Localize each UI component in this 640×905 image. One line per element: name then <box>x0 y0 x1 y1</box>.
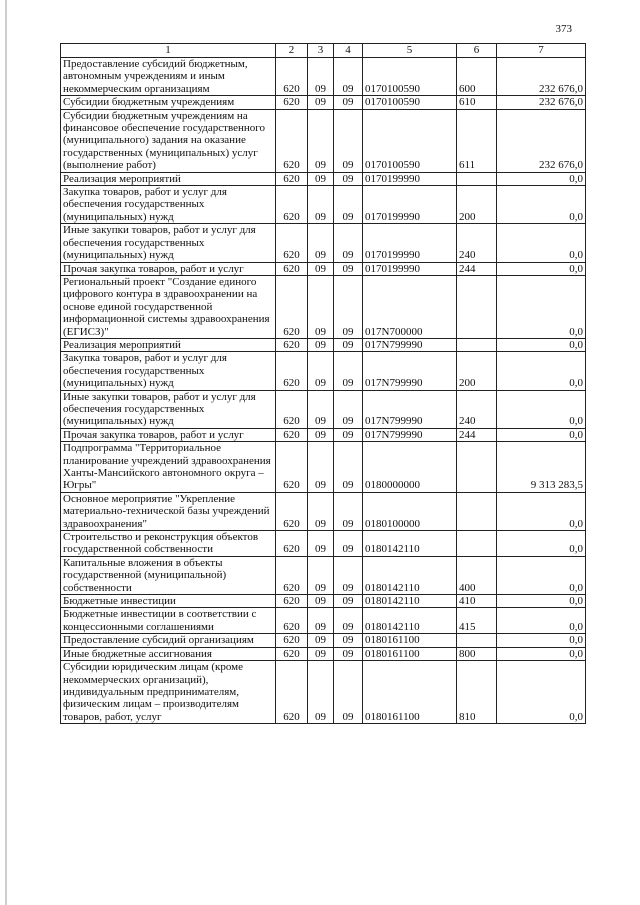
table-row <box>61 647 586 660</box>
row-name-cell: Субсидии бюджетным учреждениям <box>61 96 276 109</box>
table-header-row <box>61 44 586 58</box>
amount-cell: 0,0 <box>497 262 586 275</box>
amount-cell: 0,0 <box>497 556 586 594</box>
ministry-code-cell: 620 <box>276 634 308 647</box>
ministry-code-cell: 620 <box>276 661 308 724</box>
subsection-cell: 09 <box>334 58 363 96</box>
subsection-cell: 09 <box>334 647 363 660</box>
target-article-cell: 017N799990 <box>363 390 457 428</box>
section-cell: 09 <box>308 661 334 724</box>
row-name-cell: Прочая закупка товаров, работ и услуг <box>61 262 276 275</box>
subsection-cell: 09 <box>334 531 363 557</box>
row-name-cell: Закупка товаров, работ и услуг для обеспечения государственных (муниципальных) нужд <box>61 186 276 224</box>
section-cell: 09 <box>308 634 334 647</box>
table-row <box>61 492 586 530</box>
section-cell: 09 <box>308 428 334 441</box>
row-name-cell: Бюджетные инвестиции в соответствии с концессионными соглашениями <box>61 608 276 634</box>
expense-type-cell: 240 <box>457 224 497 262</box>
subsection-cell: 09 <box>334 109 363 172</box>
table-row <box>61 390 586 428</box>
row-name-cell: Прочая закупка товаров, работ и услуг <box>61 428 276 441</box>
row-name-cell: Строительство и реконструкция объектов государственной собственности <box>61 531 276 557</box>
row-name-cell: Закупка товаров, работ и услуг для обеспечения государственных (муниципальных) нужд <box>61 352 276 390</box>
section-cell: 09 <box>308 262 334 275</box>
subsection-cell: 09 <box>334 390 363 428</box>
subsection-cell: 09 <box>334 275 363 338</box>
ministry-code-cell: 620 <box>276 442 308 493</box>
expense-type-cell: 200 <box>457 352 497 390</box>
target-article-cell: 0180161100 <box>363 634 457 647</box>
subsection-cell: 09 <box>334 634 363 647</box>
target-article-cell: 0170199990 <box>363 186 457 224</box>
column-header: 5 <box>363 44 457 58</box>
subsection-cell: 09 <box>334 224 363 262</box>
table-row <box>61 352 586 390</box>
expense-type-cell <box>457 172 497 185</box>
subsection-cell: 09 <box>334 352 363 390</box>
table-row <box>61 109 586 172</box>
table-row <box>61 58 586 96</box>
expense-type-cell <box>457 275 497 338</box>
column-header: 7 <box>497 44 586 58</box>
section-cell: 09 <box>308 442 334 493</box>
expense-type-cell: 800 <box>457 647 497 660</box>
expense-type-cell: 240 <box>457 390 497 428</box>
amount-cell: 0,0 <box>497 595 586 608</box>
target-article-cell: 017N799990 <box>363 428 457 441</box>
section-cell: 09 <box>308 58 334 96</box>
subsection-cell: 09 <box>334 608 363 634</box>
section-cell: 09 <box>308 186 334 224</box>
target-article-cell: 0170199990 <box>363 172 457 185</box>
amount-cell: 0,0 <box>497 390 586 428</box>
section-cell: 09 <box>308 109 334 172</box>
amount-cell: 232 676,0 <box>497 96 586 109</box>
subsection-cell: 09 <box>334 262 363 275</box>
table-row <box>61 595 586 608</box>
target-article-cell: 0170199990 <box>363 262 457 275</box>
section-cell: 09 <box>308 608 334 634</box>
target-article-cell: 0170100590 <box>363 96 457 109</box>
amount-cell: 0,0 <box>497 186 586 224</box>
expense-type-cell <box>457 492 497 530</box>
table-row <box>61 634 586 647</box>
section-cell: 09 <box>308 172 334 185</box>
scan-edge <box>5 0 7 905</box>
expense-type-cell: 611 <box>457 109 497 172</box>
ministry-code-cell: 620 <box>276 492 308 530</box>
expense-type-cell: 600 <box>457 58 497 96</box>
table-row <box>61 338 586 351</box>
table-row <box>61 262 586 275</box>
section-cell: 09 <box>308 647 334 660</box>
subsection-cell: 09 <box>334 442 363 493</box>
target-article-cell: 0180142110 <box>363 595 457 608</box>
ministry-code-cell: 620 <box>276 556 308 594</box>
amount-cell: 0,0 <box>497 224 586 262</box>
expense-type-cell: 410 <box>457 595 497 608</box>
amount-cell: 0,0 <box>497 352 586 390</box>
row-name-cell: Бюджетные инвестиции <box>61 595 276 608</box>
ministry-code-cell: 620 <box>276 338 308 351</box>
subsection-cell: 09 <box>334 186 363 224</box>
table-row <box>61 96 586 109</box>
ministry-code-cell: 620 <box>276 58 308 96</box>
expense-type-cell: 244 <box>457 262 497 275</box>
row-name-cell: Предоставление субсидий организациям <box>61 634 276 647</box>
ministry-code-cell: 620 <box>276 352 308 390</box>
amount-cell: 0,0 <box>497 338 586 351</box>
section-cell: 09 <box>308 338 334 351</box>
amount-cell: 0,0 <box>497 492 586 530</box>
ministry-code-cell: 620 <box>276 262 308 275</box>
target-article-cell: 0180142110 <box>363 608 457 634</box>
ministry-code-cell: 620 <box>276 595 308 608</box>
ministry-code-cell: 620 <box>276 608 308 634</box>
target-article-cell: 0180142110 <box>363 531 457 557</box>
table-row <box>61 275 586 338</box>
ministry-code-cell: 620 <box>276 647 308 660</box>
row-name-cell: Капитальные вложения в объекты государственной (муниципальной) собственности <box>61 556 276 594</box>
row-name-cell: Подпрограмма "Территориальное планирование учреждений здравоохранения Ханты-Мансийского автономного округа – Югры" <box>61 442 276 493</box>
column-header: 2 <box>276 44 308 58</box>
expense-type-cell <box>457 634 497 647</box>
subsection-cell: 09 <box>334 661 363 724</box>
ministry-code-cell: 620 <box>276 531 308 557</box>
subsection-cell: 09 <box>334 492 363 530</box>
section-cell: 09 <box>308 275 334 338</box>
target-article-cell: 017N799990 <box>363 338 457 351</box>
table-row <box>61 661 586 724</box>
expense-type-cell: 810 <box>457 661 497 724</box>
row-name-cell: Субсидии юридическим лицам (кроме некоммерческих организаций), индивидуальным предпринимателям, физическим лицам – производителям товаров, работ, услуг <box>61 661 276 724</box>
amount-cell: 0,0 <box>497 647 586 660</box>
ministry-code-cell: 620 <box>276 109 308 172</box>
table-row <box>61 186 586 224</box>
subsection-cell: 09 <box>334 338 363 351</box>
target-article-cell: 0170100590 <box>363 58 457 96</box>
expense-type-cell: 400 <box>457 556 497 594</box>
ministry-code-cell: 620 <box>276 172 308 185</box>
subsection-cell: 09 <box>334 96 363 109</box>
target-article-cell: 0180000000 <box>363 442 457 493</box>
section-cell: 09 <box>308 595 334 608</box>
target-article-cell: 017N700000 <box>363 275 457 338</box>
target-article-cell: 0180161100 <box>363 647 457 660</box>
subsection-cell: 09 <box>334 428 363 441</box>
target-article-cell: 0180142110 <box>363 556 457 594</box>
section-cell: 09 <box>308 531 334 557</box>
amount-cell: 232 676,0 <box>497 58 586 96</box>
amount-cell: 232 676,0 <box>497 109 586 172</box>
target-article-cell: 017N799990 <box>363 352 457 390</box>
column-header: 4 <box>334 44 363 58</box>
table-row <box>61 442 586 493</box>
section-cell: 09 <box>308 352 334 390</box>
row-name-cell: Региональный проект "Создание единого цифрового контура в здравоохранении на основе единой государственной информационной системы здравоохранения (ЕГИСЗ)" <box>61 275 276 338</box>
column-header: 1 <box>61 44 276 58</box>
ministry-code-cell: 620 <box>276 390 308 428</box>
section-cell: 09 <box>308 556 334 594</box>
row-name-cell: Субсидии бюджетным учреждениям на финансовое обеспечение государственного (муниципального) задания на оказание государственных (муниципальных) услуг (выполнение работ) <box>61 109 276 172</box>
target-article-cell: 0170199990 <box>363 224 457 262</box>
amount-cell: 0,0 <box>497 661 586 724</box>
row-name-cell: Предоставление субсидий бюджетным, автономным учреждениям и иным некоммерческим организациям <box>61 58 276 96</box>
table-row <box>61 556 586 594</box>
expense-type-cell: 244 <box>457 428 497 441</box>
ministry-code-cell: 620 <box>276 96 308 109</box>
expense-type-cell: 415 <box>457 608 497 634</box>
subsection-cell: 09 <box>334 556 363 594</box>
expense-type-cell: 610 <box>457 96 497 109</box>
column-header: 3 <box>308 44 334 58</box>
amount-cell: 0,0 <box>497 531 586 557</box>
section-cell: 09 <box>308 224 334 262</box>
expense-type-cell <box>457 442 497 493</box>
ministry-code-cell: 620 <box>276 275 308 338</box>
amount-cell: 0,0 <box>497 428 586 441</box>
page-number: 373 <box>555 23 572 35</box>
subsection-cell: 09 <box>334 172 363 185</box>
table-row <box>61 172 586 185</box>
amount-cell: 9 313 283,5 <box>497 442 586 493</box>
table-row <box>61 224 586 262</box>
row-name-cell: Основное мероприятие "Укрепление материально-технической базы учреждений здравоохранения" <box>61 492 276 530</box>
expense-type-cell: 200 <box>457 186 497 224</box>
ministry-code-cell: 620 <box>276 186 308 224</box>
amount-cell: 0,0 <box>497 608 586 634</box>
section-cell: 09 <box>308 96 334 109</box>
row-name-cell: Реализация мероприятий <box>61 172 276 185</box>
subsection-cell: 09 <box>334 595 363 608</box>
target-article-cell: 0180161100 <box>363 661 457 724</box>
expense-type-cell <box>457 338 497 351</box>
column-header: 6 <box>457 44 497 58</box>
ministry-code-cell: 620 <box>276 428 308 441</box>
budget-table <box>60 43 586 724</box>
table-body <box>61 58 586 724</box>
row-name-cell: Иные закупки товаров, работ и услуг для обеспечения государственных (муниципальных) нужд <box>61 390 276 428</box>
ministry-code-cell: 620 <box>276 224 308 262</box>
row-name-cell: Иные бюджетные ассигнования <box>61 647 276 660</box>
amount-cell: 0,0 <box>497 172 586 185</box>
table-row <box>61 608 586 634</box>
table-row <box>61 531 586 557</box>
row-name-cell: Реализация мероприятий <box>61 338 276 351</box>
target-article-cell: 0180100000 <box>363 492 457 530</box>
section-cell: 09 <box>308 492 334 530</box>
amount-cell: 0,0 <box>497 275 586 338</box>
section-cell: 09 <box>308 390 334 428</box>
table-row <box>61 428 586 441</box>
expense-type-cell <box>457 531 497 557</box>
target-article-cell: 0170100590 <box>363 109 457 172</box>
row-name-cell: Иные закупки товаров, работ и услуг для обеспечения государственных (муниципальных) нужд <box>61 224 276 262</box>
amount-cell: 0,0 <box>497 634 586 647</box>
